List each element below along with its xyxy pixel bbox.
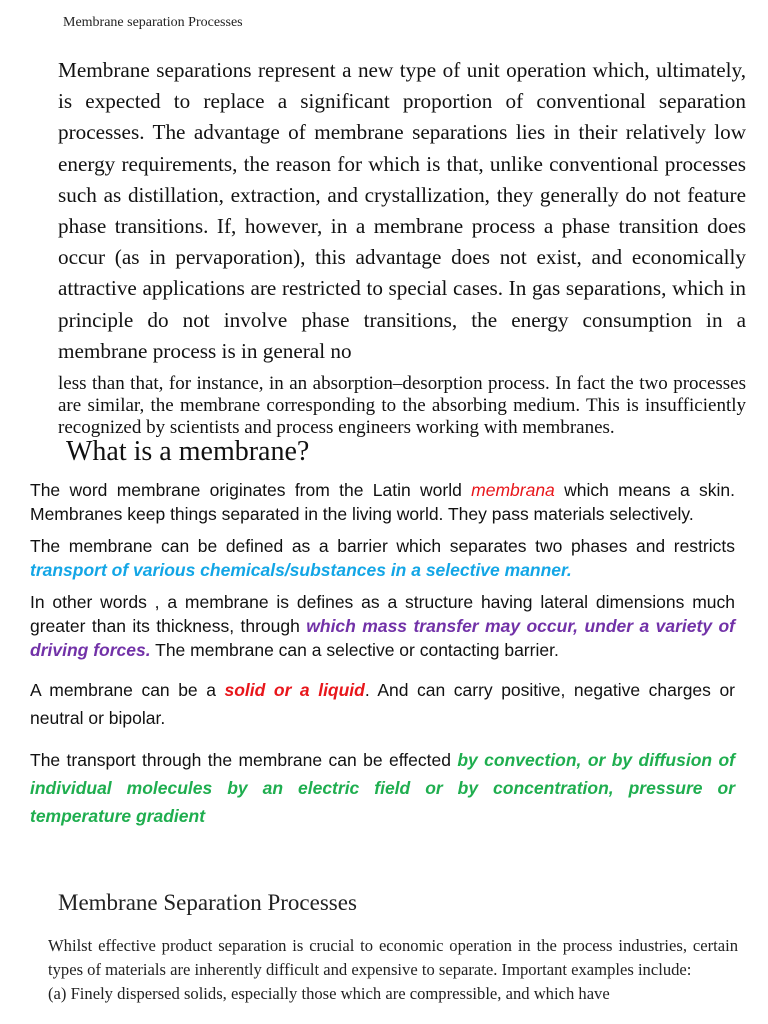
book-excerpt-2: [0, 880, 768, 1024]
section-title: Membrane Separation Processes: [58, 890, 357, 915]
highlight-membrana: membrana: [471, 480, 555, 500]
list-item: (a) Finely dispersed solids, especially those which are compressible, and which have: [48, 984, 610, 1003]
text: The word membrane originates from the Latin world: [30, 480, 472, 500]
text: A membrane can be a: [30, 680, 225, 700]
excerpt-paragraph-1: Membrane separations represent a new type of unit operation which, ultimately, is expected to replace a significant proportion of conventional separation processes. The advantage of membrane separations lies in their relatively low energy requirements, the reason for which is that, unlike conventional processes such as distillation, extraction, and crystallization, they generally do not feature phase transitions. If, however, in a membrane process a phase transition does occur (as in pervaporation), this advantage does not exist, and economically attractive applications are restricted to special cases. In gas separations, which in principle do not involve phase transitions, the energy consumption in a membrane process is in general no: [58, 58, 746, 363]
highlight-mass-transfer: which mass transfer may occur, under a variety of driving forces.: [30, 616, 735, 660]
highlight-selective-transport: transport of various chemicals/substances in a selective manner.: [30, 560, 572, 580]
section-body: [48, 934, 738, 1006]
highlight-transport-modes: by convection, or by diffusion of individual molecules by an electric field or by concentration, pressure or temperature gradient: [30, 750, 736, 826]
excerpt-body: [58, 55, 746, 439]
slide-paragraph-3: [30, 590, 735, 662]
slide-paragraph-4: [30, 676, 735, 732]
excerpt-paragraph-2: less than that, for instance, in an absorption–desorption process. In fact the two processes are similar, the membrane corresponding to the absorbing medium. This is insufficiently recognized by scientists and process engineers working with membranes.: [58, 373, 746, 439]
text: The membrane can be defined as a barrier which separates two phases and restricts: [30, 536, 735, 556]
slide-paragraph-2: [30, 534, 735, 582]
text: The transport through the membrane can be effected: [30, 750, 458, 770]
slide-title: What is a membrane?: [66, 436, 310, 467]
slide-paragraph-5: [30, 746, 735, 830]
slide-what-is-membrane: [0, 436, 768, 866]
slide-paragraph-1: [30, 478, 735, 526]
running-header: Membrane separation Processes: [63, 15, 243, 30]
text: The membrane can a selective or contacting barrier.: [150, 640, 559, 660]
slide-content: [30, 478, 735, 838]
section-paragraph: Whilst effective product separation is crucial to economic operation in the process industries, certain types of materials are inherently difficult and expensive to separate. Important examples include:: [48, 936, 738, 979]
book-excerpt-1: [0, 0, 768, 440]
text: which means a skin. Membranes keep things separated in the living world. They pass materials selectively.: [30, 480, 735, 524]
text: . And can carry positive, negative charges or neutral or bipolar.: [30, 680, 736, 728]
text: In other words , a membrane is defines as a structure having lateral dimensions much greater than its thickness, through: [30, 592, 735, 636]
highlight-solid-liquid: solid or a liquid: [224, 680, 365, 700]
